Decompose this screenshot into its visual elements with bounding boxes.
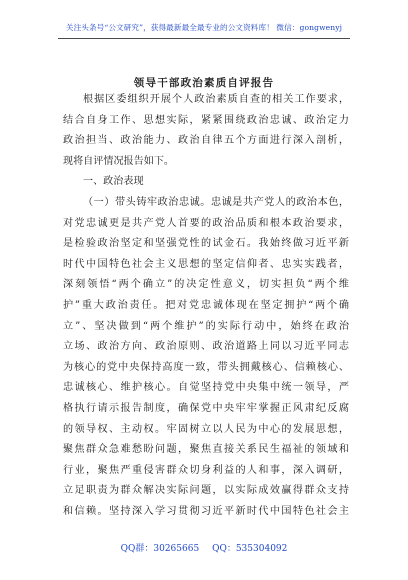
body-line: 立足职责为群众解决实际问题，以实际成效赢得群众支持 bbox=[63, 485, 349, 497]
body-line: 立场、政治方向、政治原则、政治道路上同以习近平同志 bbox=[63, 341, 349, 353]
body-line: 政治担当、政治能力、政治自律五个方面进行深入剖析， bbox=[63, 135, 349, 147]
document-body bbox=[63, 90, 349, 522]
body-line: 聚焦群众急难愁盼问题，聚焦直接关系民生福祉的领域和 bbox=[63, 444, 349, 456]
header-divider bbox=[58, 38, 350, 39]
body-line: 的领导权、主动权。牢固树立以人民为中心的发展思想， bbox=[63, 423, 349, 435]
body-line: 护”重大政治责任。把对党忠诚体现在坚定拥护“两个确 bbox=[63, 299, 349, 311]
header-note: 关注头条号“公文研究”，获得最新最全最专业的公文资料库！ 微信：gongwenyj bbox=[65, 23, 343, 32]
footer-contacts bbox=[0, 541, 408, 554]
body-line: 现将自评情况报告如下。 bbox=[63, 155, 175, 167]
section-heading: 一、政治表现 bbox=[83, 176, 144, 188]
body-line: 对党忠诚更是共产党人首要的政治品质和根本政治要求， bbox=[63, 217, 349, 229]
body-line: 格执行请示报告制度，确保党中央牢牢掌握正风肃纪反腐 bbox=[63, 402, 349, 414]
footer-qq-group: QQ群：30265665 bbox=[120, 544, 200, 554]
body-line: 结合自身工作、思想实际，紧紧围绕政治忠诚、政治定力 bbox=[63, 114, 349, 126]
body-line: 是检验政治坚定和坚强党性的试金石。我始终做习近平新 bbox=[63, 238, 349, 250]
body-line: 立”、坚决做到“两个维护”的实际行动中，始终在政治 bbox=[63, 320, 349, 332]
body-line: 和信赖。坚持深入学习贯彻习近平新时代中国特色社会主 bbox=[63, 505, 349, 517]
document-title: 领导干部政治素质自评报告 bbox=[133, 77, 275, 89]
body-line: 行业，聚焦严重侵害群众切身利益的人和事，深入调研， bbox=[63, 464, 349, 476]
body-line: 根据区委组织开展个人政治素质自查的相关工作要求， bbox=[83, 94, 349, 105]
body-line: 忠诚核心、维护核心。自觉坚持党中央集中统一领导，严 bbox=[63, 382, 349, 394]
body-line: （一）带头铸牢政治忠诚。忠诚是共产党人的政治本色， bbox=[83, 196, 349, 208]
body-line: 时代中国特色社会主义思想的坚定信仰者、忠实实践者， bbox=[63, 258, 349, 270]
footer-qq-number: QQ：535304092 bbox=[212, 544, 288, 554]
body-line: 深刻领悟“两个确立”的决定性意义，切实担负“两个维 bbox=[63, 279, 349, 291]
body-line: 为核心的党中央保持高度一致，带头拥戴核心、信赖核心、 bbox=[63, 361, 349, 373]
